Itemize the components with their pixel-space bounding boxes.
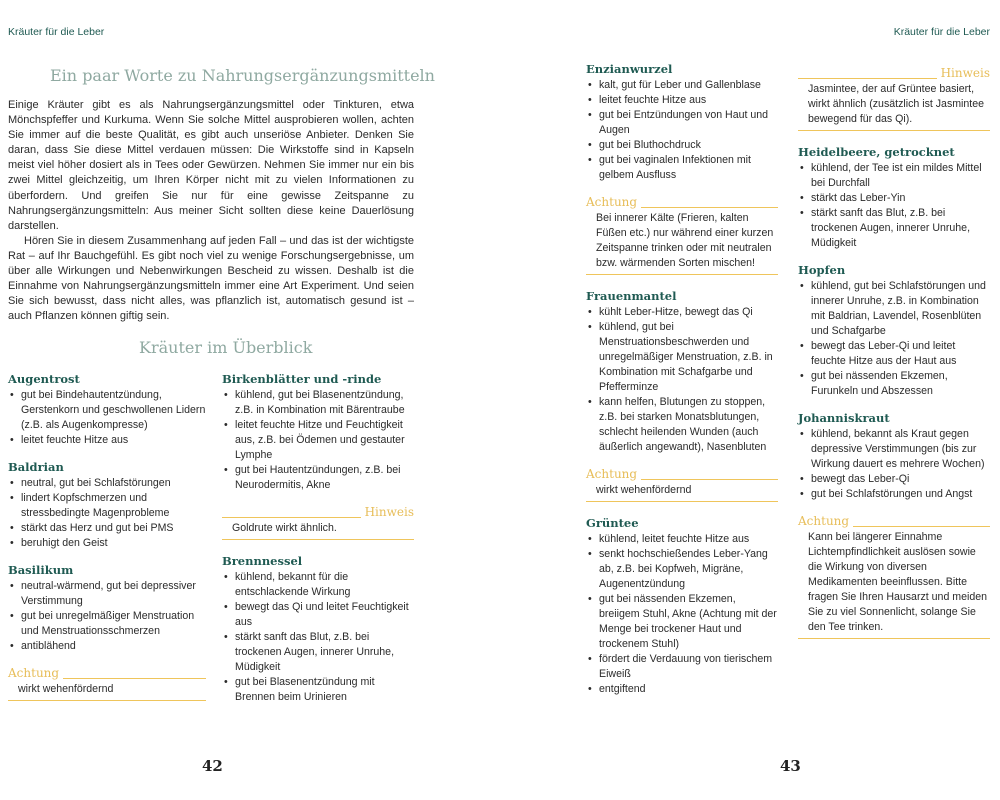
herb-points bbox=[222, 570, 414, 705]
herb-points bbox=[8, 476, 206, 551]
herb-points bbox=[222, 388, 414, 493]
note-box-text: Kann bei längerer Einnahme Lichtempfindlichkeit auslösen sowie die Wirkung von diversen Medikamenten beeinflussen. Bitte fragen Sie Ihren Hausarzt und meiden Sie zu viel Sonnenlicht, solange Sie den Tee trinken. bbox=[808, 531, 988, 633]
herb-point: • antiblähend bbox=[8, 639, 206, 654]
herb-entry bbox=[586, 516, 778, 697]
herb-column-3 bbox=[586, 62, 778, 709]
note-label-text: Achtung bbox=[798, 514, 850, 528]
herb-entry bbox=[222, 554, 414, 705]
note-box-rule bbox=[641, 207, 778, 208]
herb-name: Enzianwurzel bbox=[586, 62, 673, 76]
note-box-rule bbox=[63, 678, 206, 679]
herb-name: Brennnessel bbox=[222, 554, 303, 568]
herb-point: • beruhigt den Geist bbox=[8, 536, 206, 551]
note-box-text: Bei innerer Kälte (Frieren, kalten Füßen etc.) nur während einer kurzen Zeitspanne trinken oder mit neutralen bzw. wärmenden Sorten mischen! bbox=[596, 212, 774, 269]
herb-point: • leitet feuchte Hitze und Feuchtigkeit aus, z.B. bei Ödemen und gestauter Lymphe bbox=[222, 418, 414, 463]
note-box bbox=[586, 195, 778, 275]
note-box-label bbox=[798, 514, 990, 528]
herb-points bbox=[586, 305, 778, 455]
intro-paragraph: Einige Kräuter gibt es als Nahrungsergänzungsmittel oder Tinkturen, etwa Mönchspfeffer und Kurkuma. Wenn Sie solche Mittel ausprobieren wollen, achten Sie immer auf die beste Qualität, es gibt auch unseriöse Anbieter. Denken Sie daran, dass Sie diese Mittel verdauen müssen: Die Wirkstoffe sind in Kapseln meist viel höher dosiert als in Tees oder Gewürzen. Nehmen Sie immer nur ein bis zwei Mittel gleichzeitig, um Ihren Körper nicht mit zu vielen Informationen zu überfordern. Und greifen Sie nur für eine gewisse Zeitspanne zu Nahrungsergänzungsmitteln: Aus meiner Sicht sollten diese keine Dauerlösung darstellen. bbox=[8, 99, 414, 232]
intro-text bbox=[8, 98, 414, 324]
page-number-right: 43 bbox=[780, 757, 801, 775]
note-box-label bbox=[8, 666, 206, 680]
herb-entry bbox=[8, 372, 206, 448]
herb-point: • kühlend, gut bei Schlafstörungen und innerer Unruhe, z.B. in Kombination mit Baldrian, Lavendel, Rosenblüten und Schafgarbe bbox=[798, 279, 990, 339]
herb-point: • kann helfen, Blutungen zu stoppen, z.B. bei starken Monatsblutungen, schlecht heilenden Wunden (auch äußerlich angewandt), Nasenbluten bbox=[586, 395, 778, 455]
herb-entry bbox=[8, 460, 206, 551]
herb-point: • gut bei Blasenentzündung mit Brennen beim Urinieren bbox=[222, 675, 414, 705]
herb-point: • senkt hochschießendes Leber-Yang ab, z.B. bei Kopfweh, Migräne, Augenentzündung bbox=[586, 547, 778, 592]
herb-name: Hopfen bbox=[798, 263, 846, 277]
herb-point: • kühlend, leitet feuchte Hitze aus bbox=[586, 532, 778, 547]
herb-name: Frauenmantel bbox=[586, 289, 677, 303]
herb-point: • leitet feuchte Hitze aus bbox=[586, 93, 778, 108]
note-box-text: Jasmintee, der auf Grüntee basiert, wirkt ähnlich (zusätzlich ist Jasmintee bewegend für das Qi). bbox=[808, 83, 985, 125]
herb-point: • neutral-wärmend, gut bei depressiver Verstimmung bbox=[8, 579, 206, 609]
herb-point: • kühlend, gut bei Blasenentzündung, z.B. in Kombination mit Bärentraube bbox=[222, 388, 414, 418]
herb-point: • kühlend, bekannt als Kraut gegen depressive Verstimmungen (bis zur Wirkung dauert es mehrere Wochen) bbox=[798, 427, 990, 472]
herb-point: • bewegt das Leber-Qi bbox=[798, 472, 990, 487]
herb-point: • leitet feuchte Hitze aus bbox=[8, 433, 206, 448]
herb-points bbox=[8, 388, 206, 448]
herb-point: • stärkt sanft das Blut, z.B. bei trockenen Augen, innerer Unruhe, Müdigkeit bbox=[222, 630, 414, 675]
herb-point: • stärkt sanft das Blut, z.B. bei trockenen Augen, innerer Unruhe, Müdigkeit bbox=[798, 206, 990, 251]
running-head-right: Kräuter für die Leber bbox=[893, 26, 990, 38]
note-box-label bbox=[586, 195, 778, 209]
note-box-rule bbox=[222, 517, 361, 518]
note-box-rule bbox=[853, 526, 990, 527]
note-box-text: wirkt wehenfördernd bbox=[18, 683, 114, 695]
note-label-text: Achtung bbox=[8, 666, 60, 680]
note-box bbox=[798, 514, 990, 639]
herb-point: • bewegt das Qi und leitet Feuchtigkeit aus bbox=[222, 600, 414, 630]
herb-point: • kühlend, bekannt für die entschlackende Wirkung bbox=[222, 570, 414, 600]
herb-name: Heidelbeere, getrocknet bbox=[798, 145, 955, 159]
note-box bbox=[798, 66, 990, 131]
herb-name: Baldrian bbox=[8, 460, 64, 474]
running-head-left: Kräuter für die Leber bbox=[8, 26, 105, 38]
herb-point: • gut bei nässenden Ekzemen, breiigem Stuhl, Akne (Achtung mit der Menge bei trockener Haut und trockenem Stuhl) bbox=[586, 592, 778, 652]
note-label-text: Achtung bbox=[586, 195, 638, 209]
herb-name: Johanniskraut bbox=[798, 411, 890, 425]
herb-point: • gut bei Bindehautentzündung, Gerstenkorn und geschwollenen Lidern (z.B. als Augenkompresse) bbox=[8, 388, 206, 433]
note-box-text: wirkt wehenfördernd bbox=[596, 484, 692, 496]
intro-paragraph: Hören Sie in diesem Zusammenhang auf jeden Fall – und das ist der wichtigste Rat – auf Ihr Bauchgefühl. Es gibt noch viel zu wenige Forschungsergebnisse, um über alle Wirkungen und Nebenwirkungen Bescheid zu wissen. Deshalb ist die Einnahme von Nahrungsergänzungsmitteln immer eine Art Experiment. Und seien Sie sich bewusst, dass nicht alles, was pflanzlich ist, automatisch gesund ist – auch Pflanzen können giftig sein. bbox=[8, 234, 414, 323]
herb-entry bbox=[586, 289, 778, 455]
herb-entry bbox=[798, 145, 990, 251]
herb-point: • stärkt das Herz und gut bei PMS bbox=[8, 521, 206, 536]
note-box bbox=[586, 467, 778, 502]
herb-column-1 bbox=[8, 372, 206, 715]
herb-entry bbox=[798, 411, 990, 502]
herb-name: Augentrost bbox=[8, 372, 80, 386]
note-label-text: Achtung bbox=[586, 467, 638, 481]
herb-point: • gut bei Hautentzündungen, z.B. bei Neurodermitis, Akne bbox=[222, 463, 414, 493]
note-box bbox=[222, 505, 414, 540]
herb-point: • kühlend, gut bei Menstruationsbeschwerden und unregelmäßiger Menstruation, z.B. in Kombination mit Schafgarbe und Pfefferminze bbox=[586, 320, 778, 395]
herb-entry bbox=[798, 263, 990, 399]
overview-title: Kräuter im Überblick bbox=[139, 338, 313, 357]
herb-points bbox=[8, 579, 206, 654]
herb-point: • gut bei vaginalen Infektionen mit gelbem Ausfluss bbox=[586, 153, 778, 183]
page-number-left: 42 bbox=[202, 757, 223, 775]
herb-name: Grüntee bbox=[586, 516, 639, 530]
note-box-label bbox=[798, 66, 990, 80]
herb-point: • entgiftend bbox=[586, 682, 778, 697]
note-box bbox=[8, 666, 206, 701]
herb-point: • fördert die Verdauung von tierischem Eiweiß bbox=[586, 652, 778, 682]
note-label-text: Hinweis bbox=[364, 505, 414, 519]
herb-points bbox=[798, 427, 990, 502]
herb-point: • gut bei Entzündungen von Haut und Augen bbox=[586, 108, 778, 138]
herb-point: • gut bei nässenden Ekzemen, Furunkeln und Abszessen bbox=[798, 369, 990, 399]
herb-points bbox=[586, 78, 778, 183]
herb-point: • kühlend, der Tee ist ein mildes Mittel bei Durchfall bbox=[798, 161, 990, 191]
note-label-text: Hinweis bbox=[940, 66, 990, 80]
herb-column-4 bbox=[798, 62, 990, 653]
herb-point: • bewegt das Leber-Qi und leitet feuchte Hitze aus der Haut aus bbox=[798, 339, 990, 369]
note-box-label bbox=[586, 467, 778, 481]
note-box-text: Goldrute wirkt ähnlich. bbox=[232, 522, 337, 534]
herb-points bbox=[798, 161, 990, 251]
herb-point: • stärkt das Leber-Yin bbox=[798, 191, 990, 206]
herb-points bbox=[586, 532, 778, 697]
herb-point: • lindert Kopfschmerzen und stressbedingte Magenprobleme bbox=[8, 491, 206, 521]
herb-entry bbox=[222, 372, 414, 493]
right-page bbox=[500, 0, 1000, 800]
herb-entry bbox=[586, 62, 778, 183]
section-title: Ein paar Worte zu Nahrungsergänzungsmitteln bbox=[50, 66, 435, 85]
herb-column-2 bbox=[222, 372, 414, 717]
herb-point: • gut bei Bluthochdruck bbox=[586, 138, 778, 153]
note-box-rule bbox=[798, 78, 937, 79]
note-box-rule bbox=[641, 479, 778, 480]
herb-point: • kalt, gut für Leber und Gallenblase bbox=[586, 78, 778, 93]
herb-points bbox=[798, 279, 990, 399]
herb-point: • kühlt Leber-Hitze, bewegt das Qi bbox=[586, 305, 778, 320]
herb-point: • gut bei unregelmäßiger Menstruation und Menstruationsschmerzen bbox=[8, 609, 206, 639]
herb-name: Birkenblätter und -rinde bbox=[222, 372, 382, 386]
herb-point: • neutral, gut bei Schlafstörungen bbox=[8, 476, 206, 491]
note-box-label bbox=[222, 505, 414, 519]
herb-point: • gut bei Schlafstörungen und Angst bbox=[798, 487, 990, 502]
herb-entry bbox=[8, 563, 206, 654]
herb-name: Basilikum bbox=[8, 563, 74, 577]
